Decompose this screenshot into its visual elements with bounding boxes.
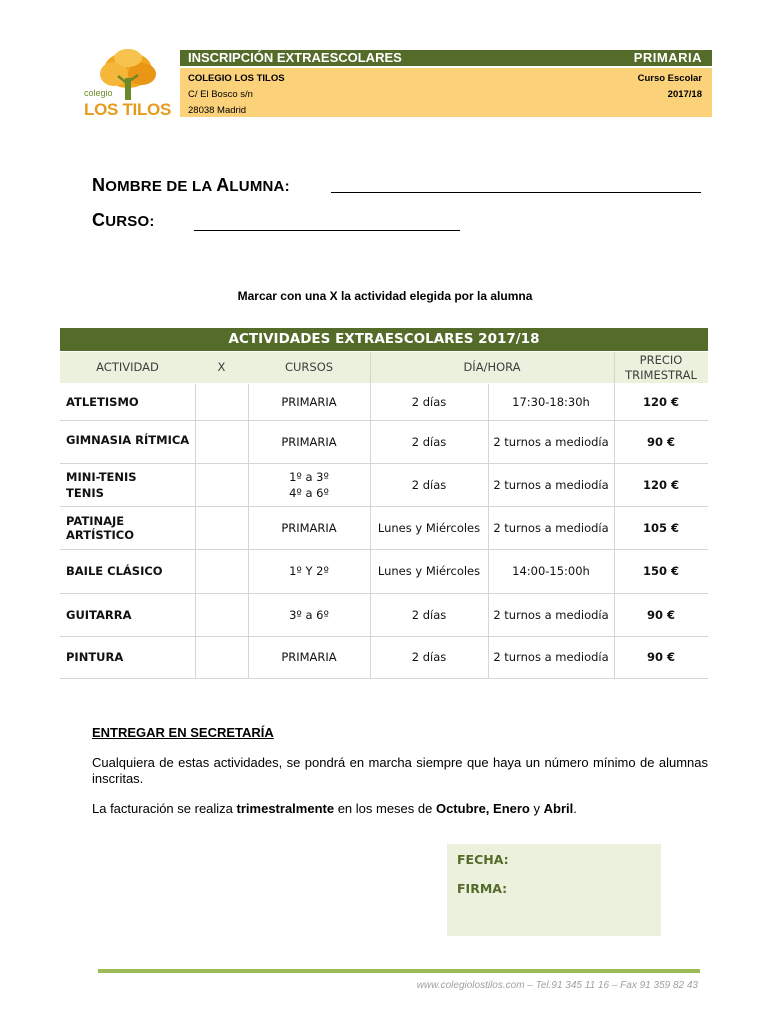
activity-name: GUITARRA bbox=[66, 607, 132, 622]
table-row bbox=[60, 506, 708, 549]
date-label: FECHA: bbox=[457, 852, 509, 867]
instruction-text: Marcar con una X la actividad elegida por la alumna bbox=[237, 289, 533, 303]
select-activity-checkbox[interactable] bbox=[196, 420, 248, 463]
activity-courses: PRIMARIA bbox=[281, 395, 337, 409]
header-price: PRECIO TRIMESTRAL bbox=[625, 353, 697, 382]
activity-hours: 2 turnos a mediodía bbox=[493, 607, 609, 622]
minimum-students-note: Cualquiera de estas actividades, se pondrá en marcha siempre que haya un número mínimo de alumnas inscritas. bbox=[92, 755, 708, 786]
activity-name: GIMNASIA RÍTMICA bbox=[66, 433, 190, 447]
deliver-section-title: ENTREGAR EN SECRETARÍA bbox=[92, 725, 274, 740]
billing-note: La facturación se realiza trimestralmente en los meses de Octubre, Enero y Abril. bbox=[92, 801, 577, 816]
activity-courses: 1º a 3º 4º a 6º bbox=[289, 469, 329, 500]
table-row bbox=[60, 549, 708, 593]
header-info-box bbox=[180, 68, 712, 117]
course-field[interactable] bbox=[194, 230, 460, 231]
table-row bbox=[60, 420, 708, 463]
activity-days: 2 días bbox=[411, 395, 447, 409]
school-address-line-2: 28038 Madrid bbox=[188, 105, 247, 116]
activity-hours: 2 turnos a mediodía bbox=[493, 650, 609, 664]
select-activity-checkbox[interactable] bbox=[196, 636, 248, 678]
activity-hours: 2 turnos a mediodía bbox=[493, 434, 609, 449]
activity-days: Lunes y Miércoles bbox=[377, 520, 481, 535]
select-activity-checkbox[interactable] bbox=[196, 549, 248, 593]
logo-text-los-tilos: LOS TILOS bbox=[84, 100, 172, 119]
activity-price: 90 € bbox=[646, 434, 675, 449]
activity-days: 2 días bbox=[411, 477, 447, 492]
activity-hours: 14:00-15:00h bbox=[512, 564, 590, 578]
table-row bbox=[60, 593, 708, 636]
activity-name: PINTURA bbox=[66, 650, 124, 664]
activity-courses: PRIMARIA bbox=[281, 520, 337, 535]
grid-line bbox=[60, 678, 708, 679]
footer-contact: www.colegiolostilos.com – Tel.91 345 11 16 – Fax 91 359 82 43 bbox=[416, 980, 698, 991]
activities-table-header bbox=[60, 352, 708, 383]
activity-courses: PRIMARIA bbox=[281, 650, 337, 664]
select-activity-checkbox[interactable] bbox=[196, 463, 248, 506]
activity-hours: 2 turnos a mediodía bbox=[493, 477, 609, 492]
school-year-value: 2017/18 bbox=[667, 89, 702, 100]
activity-days: Lunes y Miércoles bbox=[377, 564, 481, 578]
activity-name: PATINAJE ARTÍSTICO bbox=[66, 513, 134, 542]
school-year-label: Curso Escolar bbox=[637, 73, 702, 84]
activity-days: 2 días bbox=[411, 650, 447, 664]
activity-hours: 17:30-18:30h bbox=[512, 395, 590, 409]
student-name-label: NOMBRE DE LA ALUMNA: bbox=[92, 175, 290, 195]
header-activity: ACTIVIDAD bbox=[96, 360, 159, 374]
school-name: COLEGIO LOS TILOS bbox=[188, 73, 285, 84]
activity-price: 105 € bbox=[642, 520, 679, 535]
student-name-field[interactable] bbox=[331, 192, 701, 193]
activity-hours: 2 turnos a mediodía bbox=[493, 520, 609, 535]
activity-name: ATLETISMO bbox=[66, 395, 139, 409]
activity-courses: 1º Y 2º bbox=[289, 564, 329, 578]
activity-price: 90 € bbox=[646, 607, 675, 622]
school-level: PRIMARIA bbox=[633, 50, 702, 65]
select-activity-checkbox[interactable] bbox=[196, 506, 248, 549]
table-row bbox=[60, 463, 708, 506]
table-row bbox=[60, 384, 708, 420]
signature-label: FIRMA: bbox=[457, 881, 508, 896]
activity-name: BAILE CLÁSICO bbox=[66, 564, 163, 578]
header-courses: CURSOS bbox=[284, 360, 334, 374]
activity-price: 90 € bbox=[646, 650, 675, 664]
activity-courses: PRIMARIA bbox=[281, 434, 337, 449]
activity-days: 2 días bbox=[411, 607, 447, 622]
course-label: CURSO: bbox=[92, 210, 155, 230]
table-row bbox=[60, 636, 708, 678]
footer-divider bbox=[98, 969, 700, 973]
activity-price: 120 € bbox=[642, 477, 679, 492]
activities-table-title: ACTIVIDADES EXTRAESCOLARES 2017/18 bbox=[60, 328, 708, 351]
header-x: X bbox=[217, 360, 226, 374]
header-day-hour: DÍA/HORA bbox=[463, 360, 521, 374]
select-activity-checkbox[interactable] bbox=[196, 384, 248, 420]
activity-courses: 3º a 6º bbox=[289, 607, 329, 622]
activity-price: 150 € bbox=[642, 564, 679, 578]
form-title: INSCRIPCIÓN EXTRAESCOLARES bbox=[188, 50, 402, 65]
date-signature-box[interactable] bbox=[447, 844, 661, 936]
header-title-bar bbox=[180, 50, 712, 66]
activity-name: MINI-TENIS TENIS bbox=[66, 469, 137, 500]
activity-price: 120 € bbox=[642, 395, 679, 409]
select-activity-checkbox[interactable] bbox=[196, 593, 248, 636]
logo-text-colegio: colegio bbox=[84, 88, 113, 98]
activity-days: 2 días bbox=[411, 434, 447, 449]
school-address-line-1: C/ El Bosco s/n bbox=[188, 89, 253, 100]
